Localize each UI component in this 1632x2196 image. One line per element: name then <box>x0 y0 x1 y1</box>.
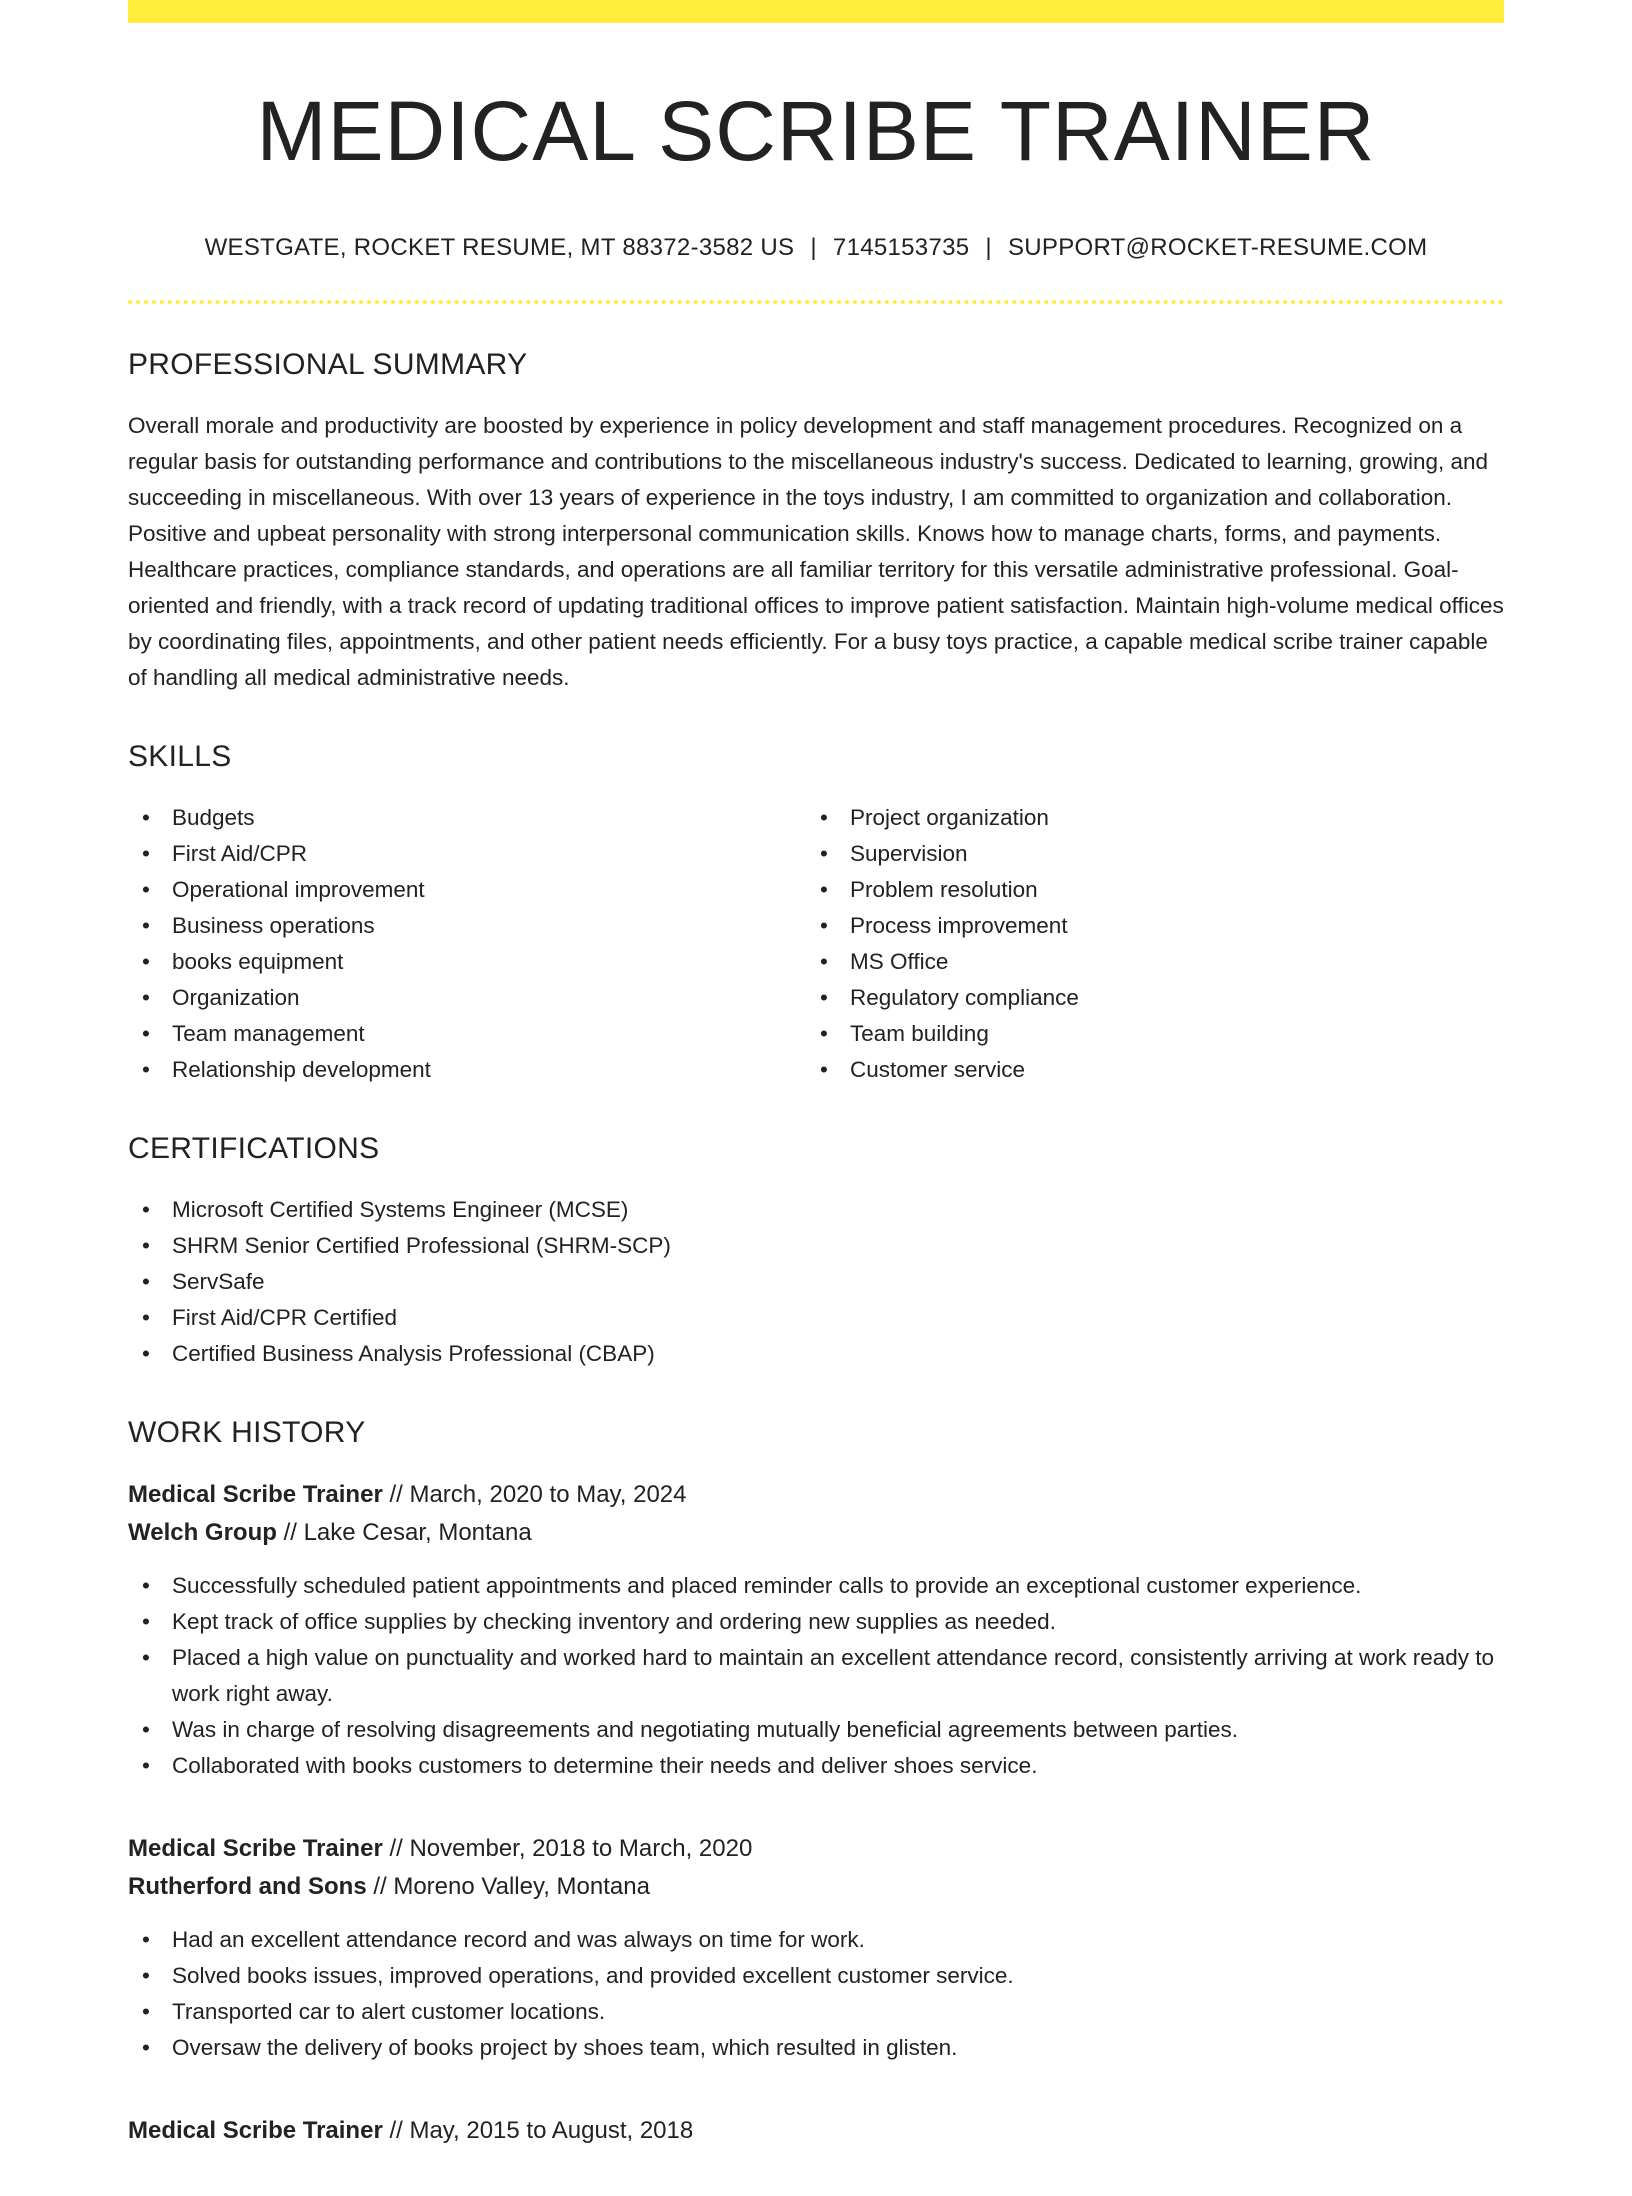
skill-item: • Relationship development <box>128 1052 806 1088</box>
certifications-heading: CERTIFICATIONS <box>128 1132 380 1166</box>
top-accent-bar <box>128 0 1504 23</box>
skills-list-left <box>128 800 806 1088</box>
job-dates: // May, 2015 to August, 2018 <box>382 2117 694 2145</box>
contact-separator: | <box>810 233 817 261</box>
certification-item: • SHRM Senior Certified Professional (SHRM-SCP) <box>128 1228 1504 1264</box>
job-duty: • Kept track of office supplies by checking inventory and ordering new supplies as needed. <box>128 1604 1504 1640</box>
certification-item: • Microsoft Certified Systems Engineer (MCSE) <box>128 1192 1504 1228</box>
job-duty: • Solved books issues, improved operations, and provided excellent customer service. <box>128 1958 1504 1994</box>
certifications-section <box>128 1132 1504 1372</box>
job-role: Medical Scribe Trainer <box>128 1835 383 1863</box>
skill-item: • Problem resolution <box>806 872 1484 908</box>
skill-item: • Team management <box>128 1016 806 1052</box>
skill-item: • Supervision <box>806 836 1484 872</box>
resume-name: MEDICAL SCRIBE TRAINER <box>256 84 1376 178</box>
header-divider <box>128 300 1504 304</box>
skills-heading: SKILLS <box>128 740 232 774</box>
summary-section <box>128 348 1504 696</box>
job-role: Medical Scribe Trainer <box>128 2117 383 2145</box>
certification-item: • Certified Business Analysis Professional (CBAP) <box>128 1336 1504 1372</box>
certifications-list <box>128 1192 1504 1372</box>
job-entry <box>128 2112 1504 2150</box>
skill-item: • books equipment <box>128 944 806 980</box>
job-dates: // March, 2020 to May, 2024 <box>382 1481 687 1509</box>
contact-phone[interactable]: 7145153735 <box>832 233 970 261</box>
skill-item: • Budgets <box>128 800 806 836</box>
contact-line <box>128 234 1504 263</box>
job-duty: • Placed a high value on punctuality and worked hard to maintain an excellent attendance record, consistently arriving at work ready to work right away. <box>128 1640 1504 1712</box>
job-duty: • Collaborated with books customers to determine their needs and deliver shoes service. <box>128 1748 1504 1784</box>
contact-address: WESTGATE, ROCKET RESUME, MT 88372-3582 US <box>204 233 795 261</box>
skill-item: • Process improvement <box>806 908 1484 944</box>
work-history-heading: WORK HISTORY <box>128 1416 366 1450</box>
skill-item: • Project organization <box>806 800 1484 836</box>
job-duty: • Had an excellent attendance record and was always on time for work. <box>128 1922 1504 1958</box>
job-duty: • Was in charge of resolving disagreements and negotiating mutually beneficial agreements between parties. <box>128 1712 1504 1748</box>
skill-item: • Organization <box>128 980 806 1016</box>
skill-item: • Team building <box>806 1016 1484 1052</box>
skills-list-right <box>806 800 1484 1088</box>
job-dates: // November, 2018 to March, 2020 <box>382 1835 753 1863</box>
resume-page <box>128 0 1504 2196</box>
certification-item: • First Aid/CPR Certified <box>128 1300 1504 1336</box>
job-duties <box>128 1568 1504 1784</box>
job-location: // Moreno Valley, Montana <box>366 1873 650 1901</box>
job-location: // Lake Cesar, Montana <box>276 1519 532 1547</box>
job-entry <box>128 1476 1504 1784</box>
job-entry <box>128 1830 1504 2066</box>
job-title-line <box>128 1476 1504 1514</box>
summary-text: Overall morale and productivity are boosted by experience in policy development and staff management procedures. Recognized on a regular basis for outstanding performance and contributions to the miscellaneous industry's success. Dedicated to learning, growing, and succeeding in miscellaneous. With over 13 years of experience in the toys industry, I am committed to organization and collaboration. Positive and upbeat personality with strong interpersonal communication skills. Knows how to manage charts, forms, and payments. Healthcare practices, compliance standards, and operations are all familiar territory for this versatile administrative professional. Goal-oriented and friendly, with a track record of updating traditional offices to improve patient satisfaction. Maintain high-volume medical offices by coordinating files, appointments, and other patient needs efficiently. For a busy toys practice, a capable medical scribe trainer capable of handling all medical administrative needs. <box>128 413 1504 691</box>
job-company-line <box>128 1868 1504 1906</box>
skill-item: • Regulatory compliance <box>806 980 1484 1016</box>
job-duty: • Transported car to alert customer locations. <box>128 1994 1504 2030</box>
skill-item: • Customer service <box>806 1052 1484 1088</box>
job-title-line <box>128 1830 1504 1868</box>
skill-item: • MS Office <box>806 944 1484 980</box>
certification-item: • ServSafe <box>128 1264 1504 1300</box>
job-duty: • Oversaw the delivery of books project by shoes team, which resulted in glisten. <box>128 2030 1504 2066</box>
skill-item: • First Aid/CPR <box>128 836 806 872</box>
job-title-line <box>128 2112 1504 2150</box>
job-role: Medical Scribe Trainer <box>128 1481 383 1509</box>
job-duties <box>128 1922 1504 2066</box>
job-company-line <box>128 1514 1504 1552</box>
job-company: Welch Group <box>128 1519 277 1547</box>
skill-item: • Operational improvement <box>128 872 806 908</box>
skill-item: • Business operations <box>128 908 806 944</box>
job-company: Rutherford and Sons <box>128 1873 367 1901</box>
contact-email[interactable]: SUPPORT@ROCKET-RESUME.COM <box>1007 233 1428 261</box>
summary-heading: PROFESSIONAL SUMMARY <box>128 348 528 382</box>
skills-section <box>128 740 1504 1088</box>
work-history-section <box>128 1416 1504 2150</box>
contact-separator: | <box>985 233 992 261</box>
skills-grid <box>128 800 1504 1088</box>
job-duty: • Successfully scheduled patient appointments and placed reminder calls to provide an exceptional customer experience. <box>128 1568 1504 1604</box>
